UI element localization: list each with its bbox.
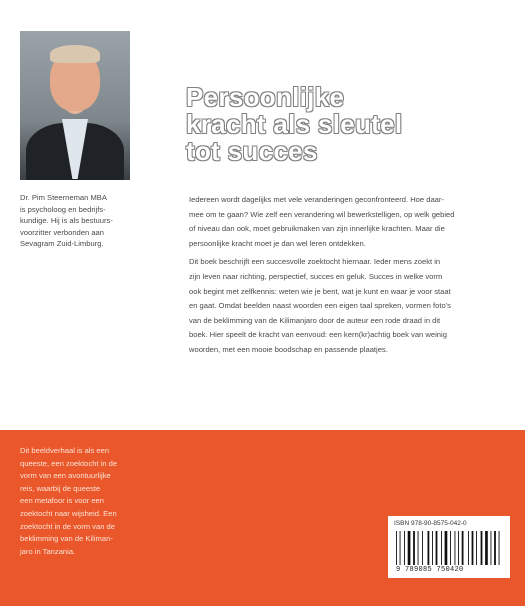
barcode-bar xyxy=(404,531,405,565)
barcode-bar xyxy=(396,531,397,565)
barcode-bar xyxy=(481,531,483,565)
author-bio-line: Sevagram Zuid-Limburg. xyxy=(20,239,104,248)
barcode-bars xyxy=(396,531,502,565)
barcode-bar xyxy=(499,531,500,565)
barcode-number: 9 789085 750420 xyxy=(396,566,464,574)
barcode-bar xyxy=(462,531,464,565)
blurb-line: woorden, met een mooie boodschap en passende plaatjes. xyxy=(189,344,388,354)
blurb-text xyxy=(189,193,509,362)
barcode-bar xyxy=(494,531,496,565)
barcode-bar xyxy=(450,531,451,565)
book-title-line: Persoonlijke xyxy=(186,82,345,112)
quote-line: zoektocht in de vorm van de xyxy=(20,521,115,531)
barcode-bar xyxy=(413,531,415,565)
quote-line: jaro in Tanzania. xyxy=(20,546,76,556)
author-photo xyxy=(20,31,130,180)
isbn-label: ISBN 978-90-8575-042-0 xyxy=(394,520,467,527)
quote-line: queeste, een zoektocht in de xyxy=(20,458,118,468)
barcode-bar xyxy=(485,531,488,565)
blurb-line: Dit boek beschrijft een succesvolle zoektocht hiernaar. Ieder mens zoekt in xyxy=(189,257,441,267)
barcode-bar xyxy=(472,531,474,565)
author-bio-line: kundige. Hij is als bestuurs- xyxy=(20,216,113,225)
quote-line: reis, waarbij de queeste xyxy=(20,483,101,493)
blurb-line: en gaat. Omdat beelden naast woorden een eigen taal spreken, vormen foto's xyxy=(189,301,451,311)
book-title-line: tot succes xyxy=(186,136,318,166)
book-title xyxy=(186,84,516,165)
blurb-line: zijn leven naar richting, perspectief, succes en geluk. Succes in welke vorm xyxy=(189,271,443,281)
blurb-paragraph-2 xyxy=(189,255,509,357)
author-bio-line: voorzitter verbonden aan xyxy=(20,227,105,237)
blurb-line: Iedereen wordt dagelijks met vele veranderingen geconfronteerd. Hoe daar- xyxy=(189,195,444,204)
blurb-line: ook begint met zelfkennis: weten wie je bent, wat je kunt en waar je voor staat xyxy=(189,286,451,296)
quote-text xyxy=(20,445,160,558)
barcode-bar xyxy=(408,531,411,565)
barcode-bar xyxy=(455,531,456,565)
quote-line: zoektocht naar wijsheid. Een xyxy=(20,508,117,518)
barcode-bar xyxy=(458,531,459,565)
blurb-paragraph-1 xyxy=(189,193,509,251)
barcode-bar xyxy=(428,531,430,565)
quote-line: Dit beeldverhaal is als een xyxy=(20,446,110,455)
barcode-bar xyxy=(441,531,442,565)
barcode-bar xyxy=(418,531,419,565)
author-photo-hair xyxy=(50,45,100,63)
barcode-bar xyxy=(436,531,438,565)
blurb-line: persoonlijke kracht moet je dan wel leren ontdekken. xyxy=(189,238,366,248)
book-title-line: kracht als sleutel xyxy=(186,109,403,139)
quote-line: een metafoor is voor een xyxy=(20,496,105,506)
blurb-line: van de beklimming van de Kilimanjaro door de auteur een rode draad in dit xyxy=(189,315,441,325)
author-bio-line: Dr. Pim Steerneman MBA xyxy=(20,193,107,202)
author-bio-line: is psycholoog en bedrijfs- xyxy=(20,204,106,214)
barcode-bar xyxy=(400,531,401,565)
blurb-line: boek. Hier speelt de kracht van eenvoud: een kern(kr)achtig boek van weinig xyxy=(189,330,447,340)
barcode-bar xyxy=(476,531,477,565)
barcode-bar xyxy=(432,531,433,565)
quote-line: vorm van een avontuurlijke xyxy=(20,471,111,481)
isbn-barcode xyxy=(388,516,510,578)
blurb-line: mee om te gaan? Wie zelf een verandering wil bewerkstelligen, op welk gebied xyxy=(189,209,455,219)
barcode-bar xyxy=(468,531,469,565)
barcode-bar xyxy=(422,531,423,565)
barcode-bar xyxy=(491,531,492,565)
barcode-bar xyxy=(445,531,448,565)
quote-line: beklimming van de Kiliman- xyxy=(20,534,113,544)
blurb-line: of niveau dan ook, moet gebruikmaken van zijn innerlijke krachten. Maar die xyxy=(189,224,445,234)
author-bio xyxy=(20,192,150,250)
